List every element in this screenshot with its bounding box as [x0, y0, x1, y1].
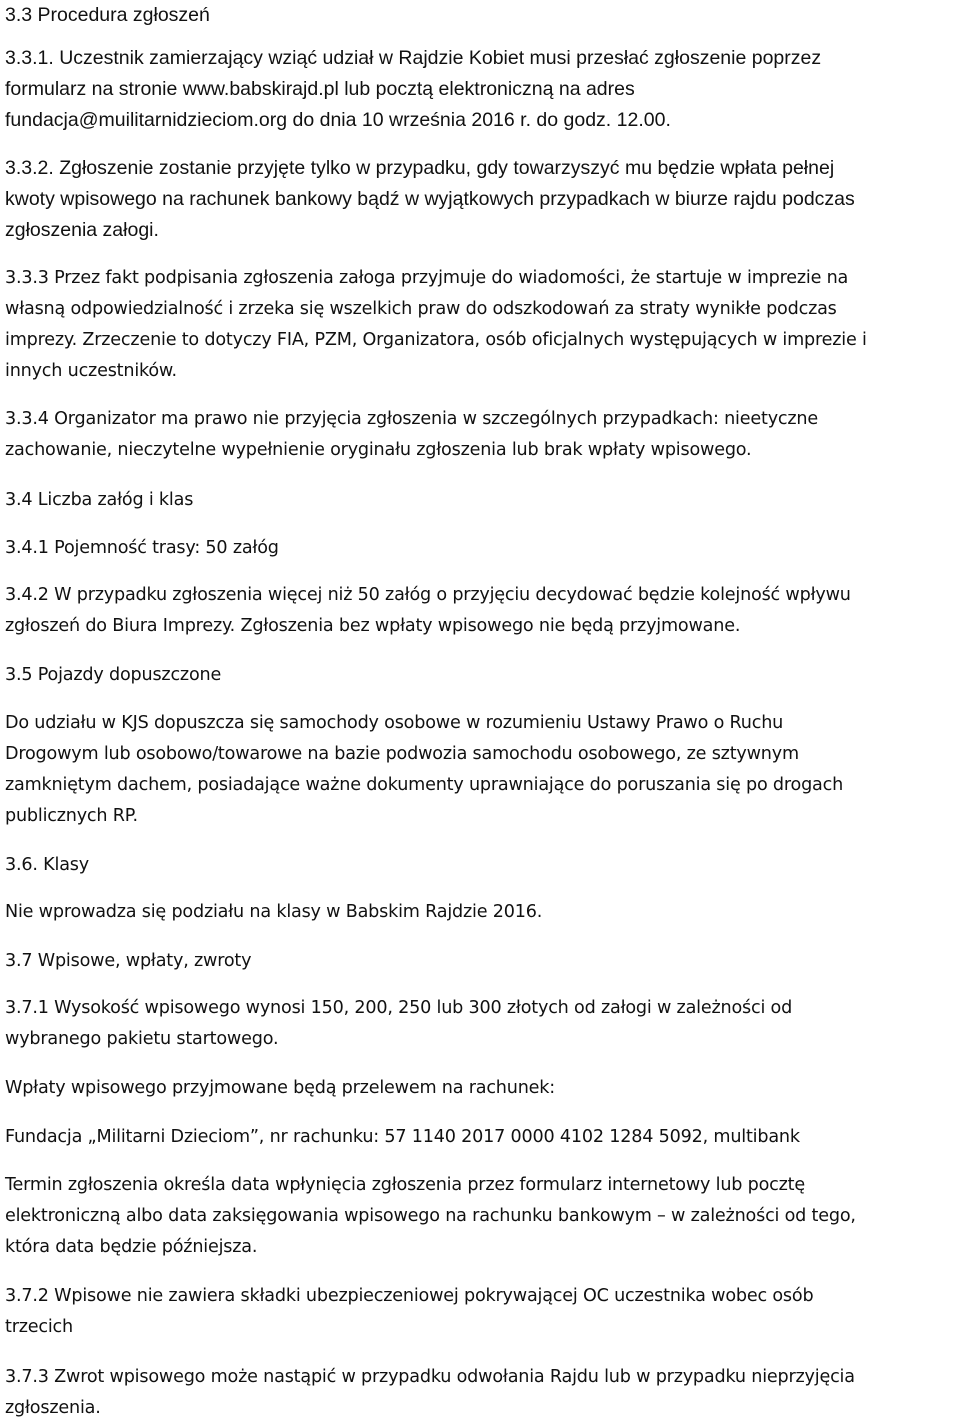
para-3-6	[5, 897, 542, 928]
para-3-5-line: Drogowym lub osobowo/towarowe na bazie podwozia samochodu osobowego, ze sztywnym	[5, 744, 799, 764]
para-3-3-4	[5, 404, 818, 466]
para-3-3-1	[5, 43, 821, 136]
heading-3-3	[5, 0, 210, 31]
para-rachunek	[5, 1122, 800, 1153]
para-3-3-2-line: kwoty wpisowego na rachunek bankowy bądź w wyjątkowych przypadkach w biurze rajdu podczas	[5, 188, 855, 210]
heading-3-7-line: 3.7 Wpisowe, wpłaty, zwroty	[5, 951, 252, 971]
para-3-3-2	[5, 153, 855, 246]
para-3-7-3	[5, 1362, 855, 1424]
heading-3-5	[5, 660, 221, 691]
para-3-4-1	[5, 533, 279, 564]
para-3-3-4-line: zachowanie, nieczytelne wypełnienie oryginału zgłoszenia lub brak wpłaty wpisowego.	[5, 440, 752, 460]
para-3-3-3-line: imprezy. Zrzeczenie to dotyczy FIA, PZM, Organizatora, osób oficjalnych występujących w imprezie i	[5, 330, 867, 350]
para-3-6-line: Nie wprowadza się podziału na klasy w Babskim Rajdzie 2016.	[5, 902, 543, 922]
para-rachunek-line: Fundacja „Militarni Dzieciom”, nr rachunku: 57 1140 2017 0000 4102 1284 5092, multibank	[5, 1127, 800, 1147]
heading-3-6-line: 3.6. Klasy	[5, 855, 89, 875]
heading-3-4-line: 3.4 Liczba załóg i klas	[5, 490, 194, 510]
para-3-7-2	[5, 1281, 813, 1343]
para-wplaty	[5, 1073, 555, 1104]
para-3-3-1-line: 3.3.1. Uczestnik zamierzający wziąć udział w Rajdzie Kobiet musi przesłać zgłoszenie poprzez	[5, 47, 822, 69]
para-3-3-3-line: innych uczestników.	[5, 361, 177, 381]
para-termin-line: elektroniczną albo data zaksięgowania wpisowego na rachunku bankowym – w zależności od tego,	[5, 1206, 856, 1226]
para-wplaty-line: Wpłaty wpisowego przyjmowane będą przelewem na rachunek:	[5, 1078, 555, 1098]
heading-3-6	[5, 850, 89, 881]
para-3-7-3-line: 3.7.3 Zwrot wpisowego może nastąpić w przypadku odwołania Rajdu lub w przypadku nieprzyjęcia	[5, 1367, 855, 1387]
para-3-3-3-line: 3.3.3 Przez fakt podpisania zgłoszenia załoga przyjmuje do wiadomości, że startuje w imprezie na	[5, 268, 849, 288]
para-termin-line: Termin zgłoszenia określa data wpłynięcia zgłoszenia przez formularz internetowy lub pocztę	[5, 1175, 805, 1195]
heading-3-4	[5, 485, 193, 516]
para-3-5	[5, 708, 843, 832]
heading-3-3-line: 3.3 Procedura zgłoszeń	[5, 4, 210, 26]
para-3-3-4-line: 3.3.4 Organizator ma prawo nie przyjęcia zgłoszenia w szczególnych przypadkach: nieetyczne	[5, 409, 818, 429]
para-3-5-line: publicznych RP.	[5, 806, 138, 826]
para-3-5-line: Do udziału w KJS dopuszcza się samochody osobowe w rozumieniu Ustawy Prawo o Ruchu	[5, 713, 784, 733]
para-3-3-1-line: formularz na stronie www.babskirajd.pl lub pocztą elektroniczną na adres	[5, 78, 635, 100]
para-termin-line: która data będzie późniejsza.	[5, 1237, 258, 1257]
para-3-4-2	[5, 580, 851, 642]
para-3-4-1-line: 3.4.1 Pojemność trasy: 50 załóg	[5, 538, 279, 558]
para-3-4-2-line: zgłoszeń do Biura Imprezy. Zgłoszenia bez wpłaty wpisowego nie będą przyjmowane.	[5, 616, 741, 636]
para-3-7-1-line: wybranego pakietu startowego.	[5, 1029, 279, 1049]
para-3-7-1-line: 3.7.1 Wysokość wpisowego wynosi 150, 200, 250 lub 300 złotych od załogi w zależności od	[5, 998, 793, 1018]
para-3-5-line: zamkniętym dachem, posiadające ważne dokumenty uprawniające do poruszania się po drogach	[5, 775, 844, 795]
para-3-3-2-line: zgłoszenia załogi.	[5, 219, 159, 241]
para-3-4-2-line: 3.4.2 W przypadku zgłoszenia więcej niż 50 załóg o przyjęciu decydować będzie kolejność wpływu	[5, 585, 851, 605]
para-3-7-2-line: trzecich	[5, 1317, 73, 1337]
para-3-7-2-line: 3.7.2 Wpisowe nie zawiera składki ubezpieczeniowej pokrywającej OC uczestnika wobec osób	[5, 1286, 814, 1306]
para-3-7-3-line: zgłoszenia.	[5, 1398, 101, 1418]
para-3-3-1-line: fundacja@muilitarnidzieciom.org do dnia 10 września 2016 r. do godz. 12.00.	[5, 109, 671, 131]
para-3-7-1	[5, 993, 792, 1055]
para-3-3-2-line: 3.3.2. Zgłoszenie zostanie przyjęte tylko w przypadku, gdy towarzyszyć mu będzie wpłata pełnej	[5, 157, 835, 179]
para-termin	[5, 1170, 856, 1263]
heading-3-7	[5, 946, 251, 977]
para-3-3-3	[5, 263, 867, 387]
para-3-3-3-line: własną odpowiedzialność i zrzeka się wszelkich praw do odszkodowań za straty wynikłe podczas	[5, 299, 837, 319]
heading-3-5-line: 3.5 Pojazdy dopuszczone	[5, 665, 222, 685]
